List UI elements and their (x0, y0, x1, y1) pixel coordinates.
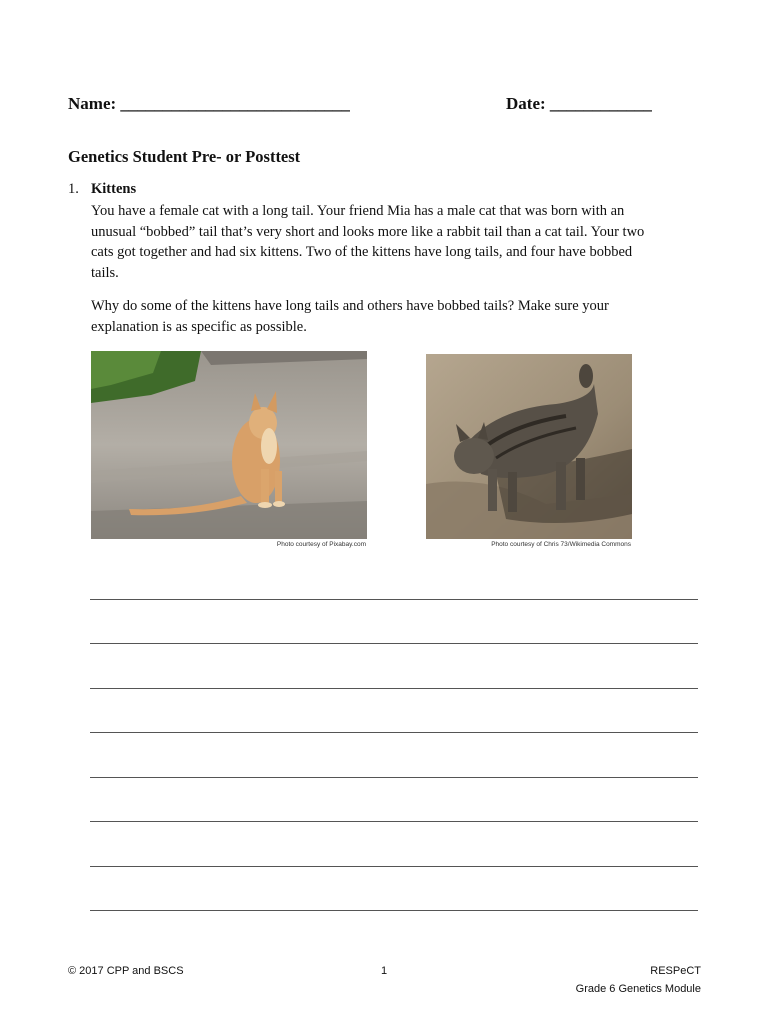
date-field-label: Date: ____________ (506, 94, 652, 113)
footer-copyright: © 2017 CPP and BSCS (68, 965, 184, 977)
question-prompt-text: Why do some of the kittens have long tails and others have bobbed tails? Make sure your explanation is as specific as possible. (91, 298, 609, 335)
answer-line[interactable] (90, 866, 698, 867)
name-field-label: Name: ___________________________ (68, 94, 350, 113)
answer-line[interactable] (90, 599, 698, 600)
photo-credit-pixabay: Photo courtesy of Pixabay.com (276, 541, 366, 548)
answer-line[interactable] (90, 732, 698, 733)
answer-line[interactable] (90, 688, 698, 689)
answer-line[interactable] (90, 777, 698, 778)
answer-line[interactable] (90, 643, 698, 644)
long-tail-cat-photo (91, 351, 367, 539)
answer-line[interactable] (90, 821, 698, 822)
question-number: 1. (68, 181, 79, 197)
photo-credit-wikimedia: Photo courtesy of Chris 73/Wikimedia Commons (491, 541, 631, 548)
question-title: Kittens (91, 181, 137, 197)
question-scenario-text: You have a female cat with a long tail. Your friend Mia has a male cat that was born with an unusual “bobbed” tail that’s very short and looks more like a rabbit tail than a cat tail. Your two cats got together and had six kittens. Two of the kittens have long tails, and four have bobbed tails. (91, 203, 645, 281)
footer-program: RESPeCT (650, 965, 701, 977)
bobbed-tail-cat-photo (426, 354, 632, 539)
page-title: Genetics Student Pre- or Posttest (68, 147, 301, 166)
answer-line[interactable] (90, 910, 698, 911)
footer-page-number: 1 (381, 965, 388, 977)
footer-module: Grade 6 Genetics Module (575, 983, 701, 995)
